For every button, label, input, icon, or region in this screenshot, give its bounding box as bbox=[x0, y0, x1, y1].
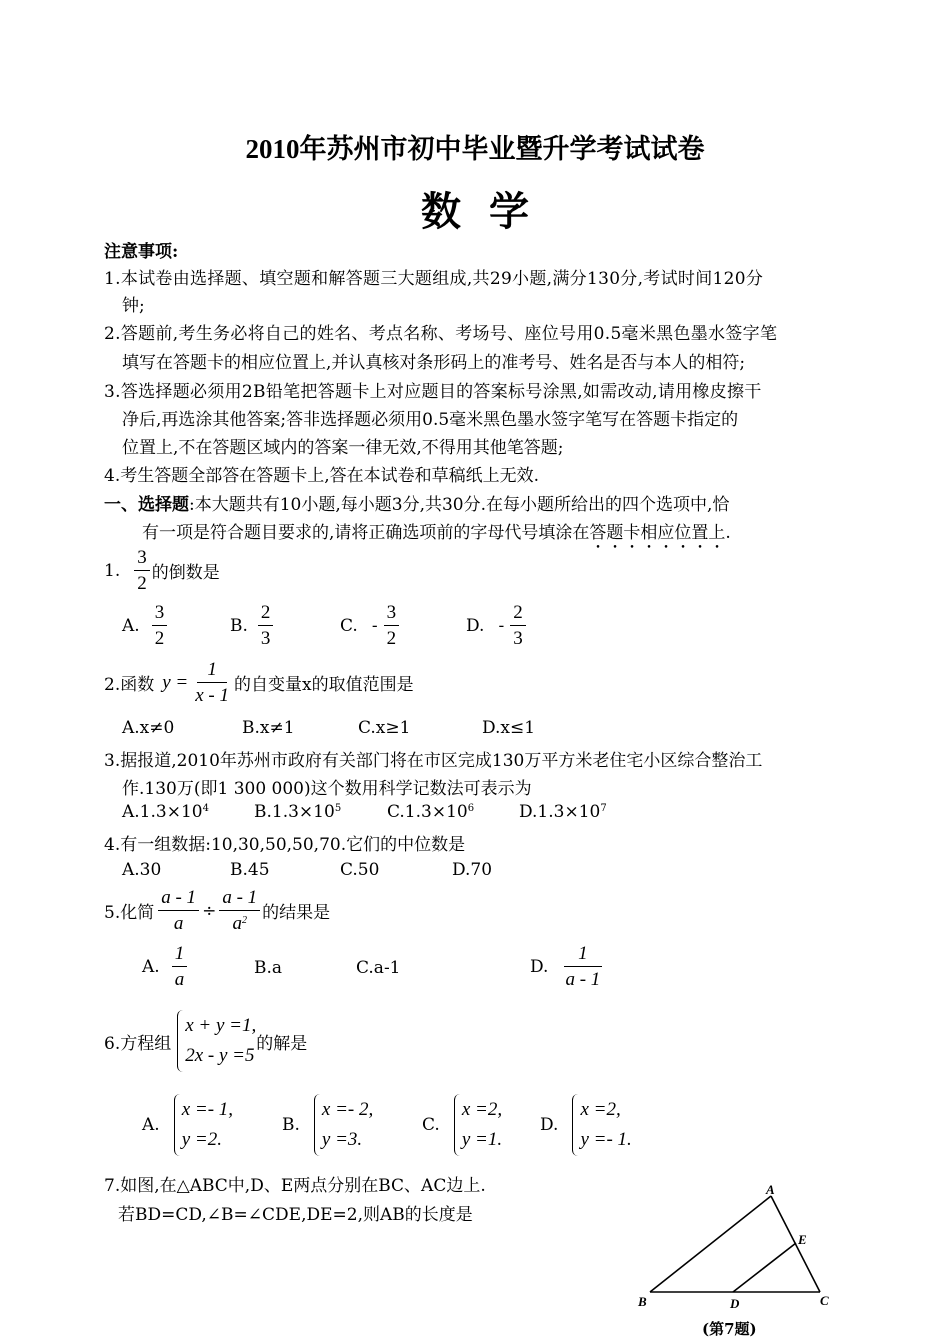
option-a: A. $\frac{1}{a}$ bbox=[142, 944, 189, 989]
notice-line: 1.本试卷由选择题、填空题和解答题三大题组成,共29小题,满分130分,考试时间120分 bbox=[104, 269, 764, 289]
question-7-line1: 7.如图,在△ABC中,D、E两点分别在BC、AC边上. bbox=[104, 1176, 486, 1196]
option-a: A. x =- 1, y =2. bbox=[142, 1094, 233, 1156]
label-c: C bbox=[820, 1293, 829, 1308]
section-desc-line2 bbox=[142, 518, 731, 553]
question-stem: 的解是 bbox=[256, 1033, 308, 1054]
option-b: B.x≠1 bbox=[242, 718, 295, 738]
figure-caption: (第7题) bbox=[702, 1320, 757, 1338]
exam-title: 2010年苏州市初中毕业暨升学考试试卷 bbox=[245, 134, 705, 164]
subject-title: 数学 bbox=[421, 189, 557, 235]
option-b: B.45 bbox=[230, 860, 270, 880]
question-number: 6.方程组 bbox=[104, 1033, 172, 1054]
option-a: A.x≠0 bbox=[122, 718, 175, 738]
notice-line: 净后,再选涂其他答案;答非选择题必须用0.5毫米黑色墨水签字笔写在答题卡指定的 bbox=[122, 410, 739, 430]
question-number: 1. bbox=[104, 560, 121, 581]
option-b: B. $\frac{2}{3}$ bbox=[230, 603, 275, 648]
option-c: C.x≥1 bbox=[358, 718, 411, 738]
option-d: D. - $\frac{2}{3}$ bbox=[466, 603, 528, 648]
emphasis-text: 答题卡相应位置上 bbox=[589, 523, 726, 543]
question-stem: 的自变量x的取值范围是 bbox=[234, 675, 414, 695]
section-heading-line bbox=[104, 490, 729, 515]
notice-line: 位置上,不在答题区域内的答案一律无效,不得用其他笔答题; bbox=[122, 438, 564, 458]
option-c: C. - $\frac{3}{2}$ bbox=[340, 603, 401, 648]
question-stem: 的倒数是 bbox=[151, 563, 220, 583]
option-d: D.x≤1 bbox=[482, 718, 536, 738]
section-desc: :本大题共有10小题,每小题3分,共30分.在每小题所给出的四个选项中,恰 bbox=[189, 495, 730, 515]
question-1 bbox=[104, 548, 220, 593]
question-6 bbox=[104, 1010, 307, 1072]
question-7-line2: 若BD=CD,∠B=∠CDE,DE=2,则AB的长度是 bbox=[118, 1205, 473, 1225]
notice-line: 4.考生答题全部答在答题卡上,答在本试卷和草稿纸上无效. bbox=[104, 466, 540, 486]
option-b: $B.1.3\times 10^5$ bbox=[254, 802, 342, 822]
notice-line: 3.答选择题必须用2B铅笔把答题卡上对应题目的答案标号涂黑,如需改动,请用橡皮擦干 bbox=[104, 382, 762, 402]
label-b: B bbox=[638, 1294, 647, 1309]
fraction: $\frac{3}{2}$ bbox=[134, 548, 150, 593]
option-b: B.a bbox=[254, 958, 283, 978]
segment-de bbox=[733, 1243, 796, 1292]
option-d: D. x =2, y =- 1. bbox=[540, 1094, 632, 1156]
equation-system: x + y =1, 2x - y =5 bbox=[177, 1010, 256, 1072]
notice-line: 钟; bbox=[122, 296, 145, 316]
option-d: $D.1.3\times 10^7$ bbox=[519, 802, 607, 822]
section-desc-end: . bbox=[725, 523, 731, 543]
section-heading: 一、选择题 bbox=[104, 495, 189, 515]
question-2: 2.函数 y = $\frac{1}{x - 1}$ 的自变量x的取值范围是 bbox=[104, 659, 414, 706]
option-d: D. $\frac{1}{a - 1}$ bbox=[530, 943, 601, 990]
option-c: C. x =2, y =1. bbox=[422, 1094, 502, 1156]
label-d: D bbox=[730, 1296, 740, 1310]
option-a: $A.1.3\times 10^4$ bbox=[122, 802, 209, 822]
segment-ab bbox=[650, 1196, 771, 1292]
question-4: 4.有一组数据:10,30,50,50,70.它们的中位数是 bbox=[104, 835, 466, 855]
option-c: C.50 bbox=[340, 860, 380, 880]
option-b: B. x =- 2, y =3. bbox=[282, 1094, 373, 1156]
question-number: 5.化简 bbox=[104, 903, 155, 923]
option-a: A. $\frac{3}{2}$ bbox=[122, 603, 169, 648]
question-3-line1: 3.据报道,2010年苏州市政府有关部门将在市区完成130万平方米老住宅小区综合整治工 bbox=[104, 751, 763, 771]
option-c: C.a-1 bbox=[356, 958, 401, 978]
triangle-figure bbox=[630, 1180, 840, 1310]
question-number: 2.函数 bbox=[104, 675, 155, 695]
option-c: $C.1.3\times 10^6$ bbox=[387, 802, 475, 822]
notice-line: 2.答题前,考生务必将自己的姓名、考点名称、考场号、座位号用0.5毫米黑色墨水签字笔 bbox=[104, 324, 778, 344]
question-stem: 的结果是 bbox=[262, 903, 331, 923]
option-d: D.70 bbox=[452, 860, 493, 880]
option-a: A.30 bbox=[122, 860, 162, 880]
section-desc-part: 有一项是符合题目要求的,请将正确选项前的字母代号填涂在 bbox=[142, 523, 590, 543]
notice-line: 填写在答题卡的相应位置上,并认真核对条形码上的准考号、姓名是否与本人的相符; bbox=[122, 353, 746, 373]
notice-heading: 注意事项: bbox=[104, 242, 179, 262]
label-a: A bbox=[766, 1182, 775, 1197]
label-e: E bbox=[798, 1232, 807, 1247]
question-5: 5.化简 $\frac{a - 1}{a}$ ÷ $\frac{a - 1}{a^2}$ 的结果是 bbox=[104, 887, 331, 934]
question-3-line2: 作.130万(即1 300 000)这个数用科学记数法可表示为 bbox=[122, 779, 532, 799]
